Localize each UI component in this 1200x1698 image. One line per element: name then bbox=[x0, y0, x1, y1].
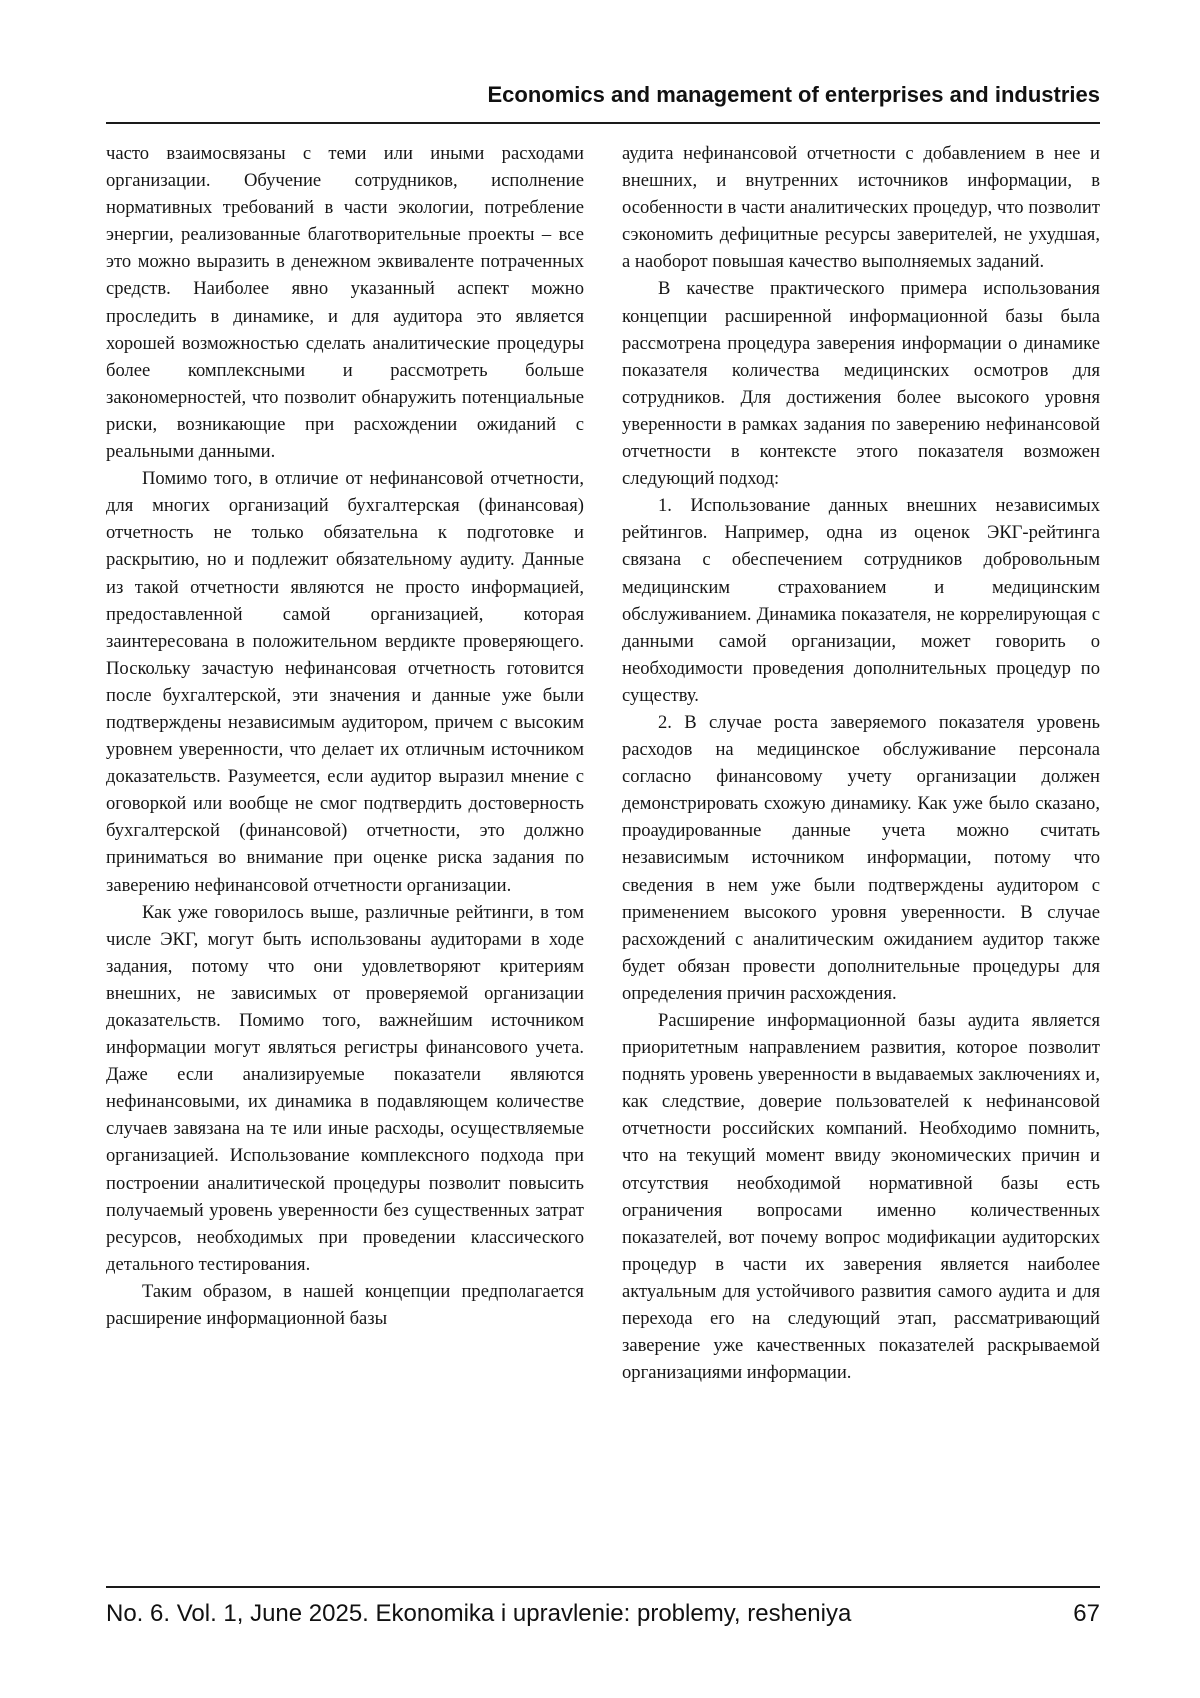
journal-citation: No. 6. Vol. 1, June 2025. Ekonomika i upravlenie: problemy, resheniya bbox=[106, 1600, 851, 1628]
paragraph-continuation: аудита нефинансовой отчетности с добавлением в нее и внешних, и внутренних источников информации, в особенности в части аналитических процедур, что позволит сэкономить дефицитные ресурсы заверителей, не ухудшая, а наоборот повышая качество выполняемых заданий. bbox=[622, 140, 1100, 275]
header-rule bbox=[106, 122, 1100, 124]
running-header: Economics and management of enterprises and industries bbox=[106, 82, 1100, 108]
running-footer bbox=[106, 1600, 1100, 1636]
paragraph: Расширение информационной базы аудита является приоритетным направлением развития, которое позволит поднять уровень уверенности в выдаваемых заключениях и, как следствие, доверие пользователей к нефинансовой отчетности российских компаний. Необходимо помнить, что на текущий момент ввиду экономических причин и отсутствия необходимой нормативной базы есть ограничения вопросами именно количественных показателей, вот почему вопрос модификации аудиторских процедур в части их заверения является наиболее актуальным для устойчивого развития самого аудита и для перехода его на следующий этап, рассматривающий заверение уже качественных показателей раскрываемой организациями информации. bbox=[622, 1007, 1100, 1386]
right-column bbox=[622, 140, 1100, 1386]
paragraph: Как уже говорилось выше, различные рейтинги, в том числе ЭКГ, могут быть использованы аудиторами в ходе задания, потому что они удовлетворяют критериям внешних, не зависимых от проверяемой организации доказательств. Помимо того, важнейшим источником информации могут являться регистры финансового учета. Даже если анализируемые показатели являются нефинансовыми, их динамика в подавляющем количестве случаев завязана на те или иные расходы, осуществляемые организацией. Использование комплексного подхода при построении аналитической процедуры позволит повысить получаемый уровень уверенности без существенных затрат ресурсов, необходимых при проведении классического детального тестирования. bbox=[106, 899, 584, 1278]
paragraph: Таким образом, в нашей концепции предполагается расширение информационной базы bbox=[106, 1278, 584, 1332]
paragraph: В качестве практического примера использования концепции расширенной информационной базы была рассмотрена процедура заверения информации о динамике показателя количества медицинских осмотров для сотрудников. Для достижения более высокого уровня уверенности в рамках задания по заверению нефинансовой отчетности в контексте этого показателя возможен следующий подход: bbox=[622, 275, 1100, 492]
journal-page bbox=[0, 0, 1200, 1698]
footer-rule bbox=[106, 1586, 1100, 1588]
left-column bbox=[106, 140, 584, 1332]
paragraph: Помимо того, в отличие от нефинансовой отчетности, для многих организаций бухгалтерская (финансовая) отчетность не только обязательна к подготовке и раскрытию, но и подлежит обязательному аудиту. Данные из такой отчетности являются не просто информацией, предоставленной самой организацией, которая заинтересована в положительном вердикте проверяющего. Поскольку зачастую нефинансовая отчетность готовится после бухгалтерской, эти значения и данные уже были подтверждены независимым аудитором, причем с высоким уровнем уверенности, что делает их отличным источником доказательств. Разумеется, если аудитор выразил мнение с оговоркой или вообще не смог подтвердить достоверность бухгалтерской (финансовой) отчетности, это должно приниматься во внимание при оценке риска задания по заверению нефинансовой отчетности организации. bbox=[106, 465, 584, 899]
list-item-1: 1. Использование данных внешних независимых рейтингов. Например, одна из оценок ЭКГ-рейтинга связана с обеспечением сотрудников добровольным медицинским страхованием и медицинским обслуживанием. Динамика показателя, не коррелирующая с данными самой организации, может говорить о необходимости проведения дополнительных процедур по существу. bbox=[622, 492, 1100, 709]
list-item-2: 2. В случае роста заверяемого показателя уровень расходов на медицинское обслуживание персонала согласно финансовому учету организации должен демонстрировать схожую динамику. Как уже было сказано, проаудированные данные учета можно считать независимым источником информации, потому что сведения в нем уже были подтверждены аудитором с применением высокого уровня уверенности. В случае расхождений с аналитическим ожиданием аудитор также будет обязан провести дополнительные процедуры для определения причин расхождения. bbox=[622, 709, 1100, 1007]
page-number: 67 bbox=[1073, 1600, 1100, 1628]
paragraph-continuation: часто взаимосвязаны с теми или иными расходами организации. Обучение сотрудников, исполнение нормативных требований в части экологии, потребление энергии, реализованные благотворительные проекты – все это можно выразить в денежном эквиваленте потраченных средств. Наиболее явно указанный аспект можно проследить в динамике, и для аудитора это является хорошей возможностью сделать аналитические процедуры более комплексными и рассмотреть больше закономерностей, что позволит обнаружить потенциальные риски, возникающие при расхождении ожиданий с реальными данными. bbox=[106, 140, 584, 465]
